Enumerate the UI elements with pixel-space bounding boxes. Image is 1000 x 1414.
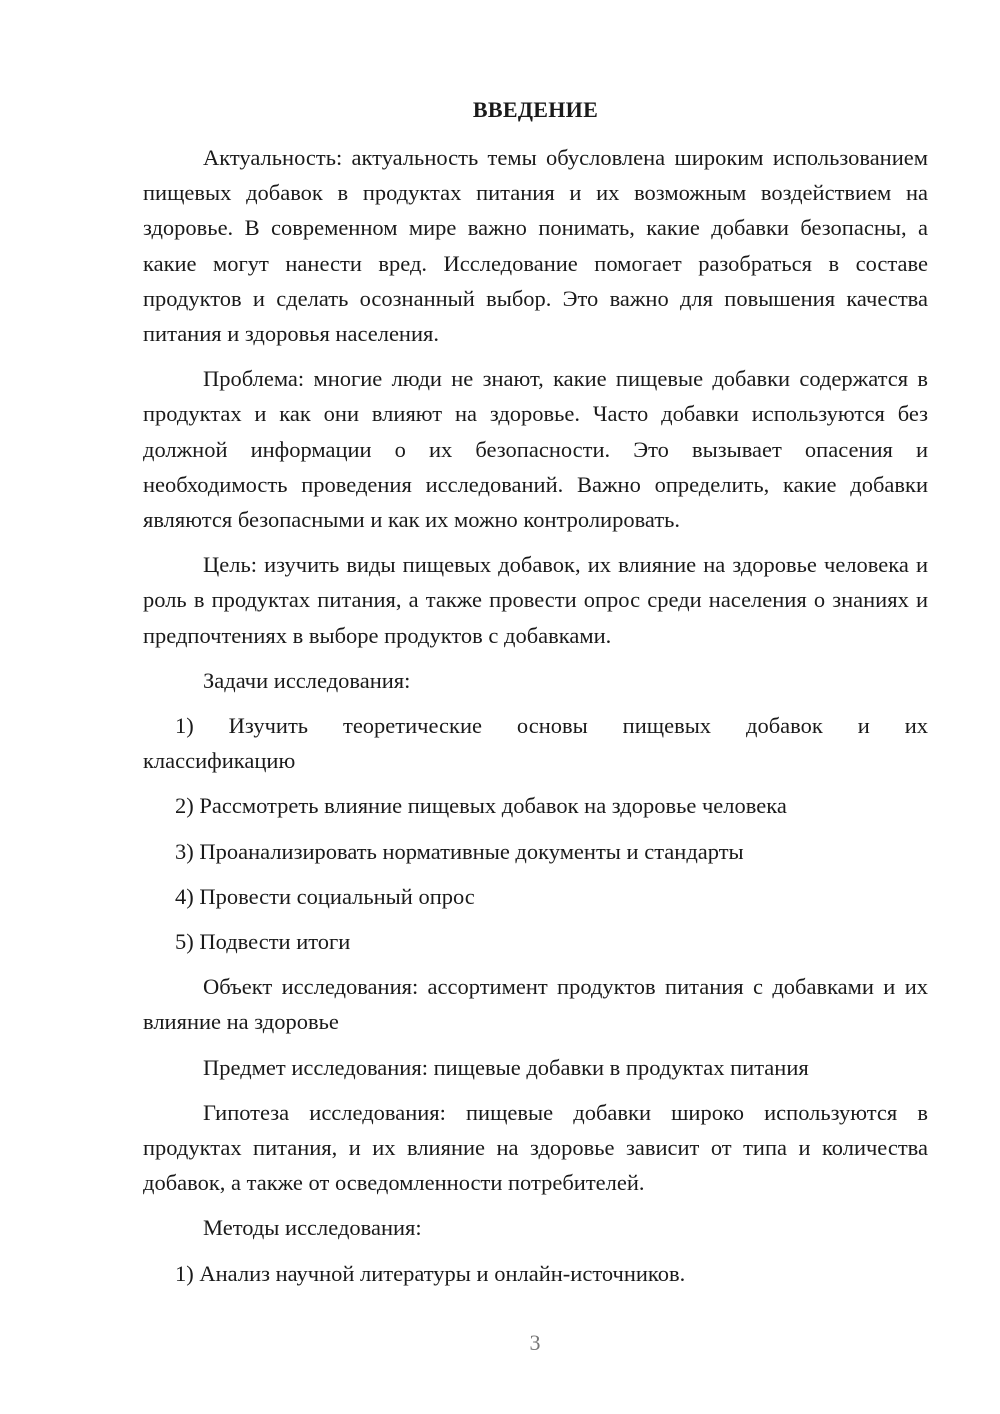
page-title: ВВЕДЕНИЕ [472,97,599,122]
document-page [143,92,928,1301]
page-number: 3 [529,1330,541,1355]
task-item-3: 3) Проанализировать нормативные документы и стандарты [175,838,744,864]
task-item-1-line-1: 1) Изучить теоретические основы пищевых добавок и их [175,713,928,739]
task-item-5: 5) Подвести итоги [175,929,351,955]
paragraph-relevance: Актуальность: актуальность темы обусловлена широким использованием пищевых добавок в продуктах питания и их возможным воздействием на здоровье. В современном мире важно понимать, какие добавки безопасны, а какие могут нанести вред. Исследование помогает разобраться в составе продуктов и сделать осознанный выбор. Это важно для повышения качества питания и здоровья населения. [143,145,928,347]
tasks-heading: Задачи исследования: [203,667,411,693]
paragraph-problem: Проблема: многие люди не знают, какие пищевые добавки содержатся в продуктах и как они влияют на здоровье. Часто добавки используются без должной информации о их безопасности. Это вызывает опасения и необходимость проведения исследований. Важно определить, какие добавки являются безопасными и как их можно контролировать. [143,366,928,533]
task-item-1 [143,708,928,778]
paragraph-object: Объект исследования: ассортимент продуктов питания с добавками и их влияние на здоровье [143,974,928,1035]
paragraph-goal: Цель: изучить виды пищевых добавок, их влияние на здоровье человека и роль в продуктах питания, а также провести опрос среди населения о знаниях и предпочтениях в выборе продуктов с добавками. [143,552,928,648]
methods-heading: Методы исследования: [203,1215,422,1241]
method-item-1: 1) Анализ научной литературы и онлайн-источников. [175,1260,686,1286]
task-item-4: 4) Провести социальный опрос [175,883,475,909]
task-item-1-line-2: классификацию [143,748,296,774]
task-item-2: 2) Рассмотреть влияние пищевых добавок на здоровье человека [175,793,787,819]
paragraph-subject: Предмет исследования: пищевые добавки в продуктах питания [203,1054,809,1080]
paragraph-hypothesis: Гипотеза исследования: пищевые добавки широко используются в продуктах питания, и их влияние на здоровье зависит от типа и количества добавок, а также от осведомленности потребителей. [143,1099,928,1196]
